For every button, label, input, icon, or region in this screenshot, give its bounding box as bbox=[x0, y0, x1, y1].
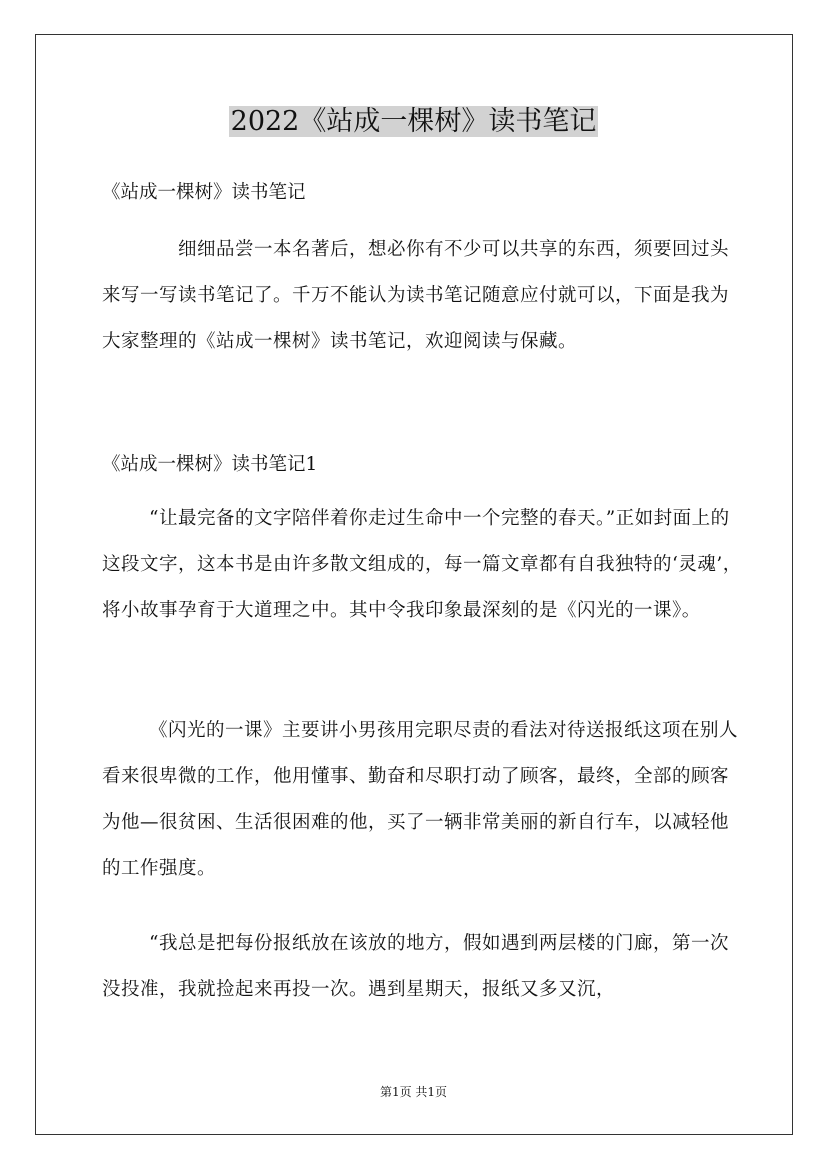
body-paragraph-1: “让最完备的文字陪伴着你走过生命中一个完整的春天。”正如封面上的这段文字，这本书是由许多散文组成的，每一篇文章都有自我独特的‘灵魂’，将小故事孕育于大道理之中。其中令我印象最深刻的是《闪光的一课》。 bbox=[102, 508, 742, 621]
body-paragraph-2: 《闪光的一课》主要讲小男孩用完职尽责的看法对待送报纸这项在别人看来很卑微的工作，他用懂事、勤奋和尽职打动了顾客，最终，全部的顾客为他—很贫困、生活很困难的他，买了一辆非常美丽的新自行车，以减轻他的工作强度。 bbox=[102, 720, 739, 879]
page-footer: 第1页 共1页 bbox=[379, 1085, 448, 1099]
intro-paragraph: 细细品尝一本名著后，想必你有不少可以共享的东西，须要回过头来写一写读书笔记了。千万不能认为读书笔记随意应付就可以，下面是我为大家整理的《站成一棵树》读书笔记，欢迎阅读与保藏。 bbox=[102, 239, 730, 352]
document-subtitle: 《站成一棵树》读书笔记 bbox=[102, 182, 306, 203]
document-title-text: 2022《站成一棵树》读书笔记 bbox=[230, 106, 597, 137]
body-paragraph-3: “我总是把每份报纸放在该放的地方，假如遇到两层楼的门廊，第一次没投准，我就捡起来再投一次。遇到星期天，报纸又多又沉， bbox=[102, 933, 729, 1000]
document-title bbox=[0, 100, 827, 144]
section-heading: 《站成一棵树》读书笔记1 bbox=[102, 454, 318, 475]
